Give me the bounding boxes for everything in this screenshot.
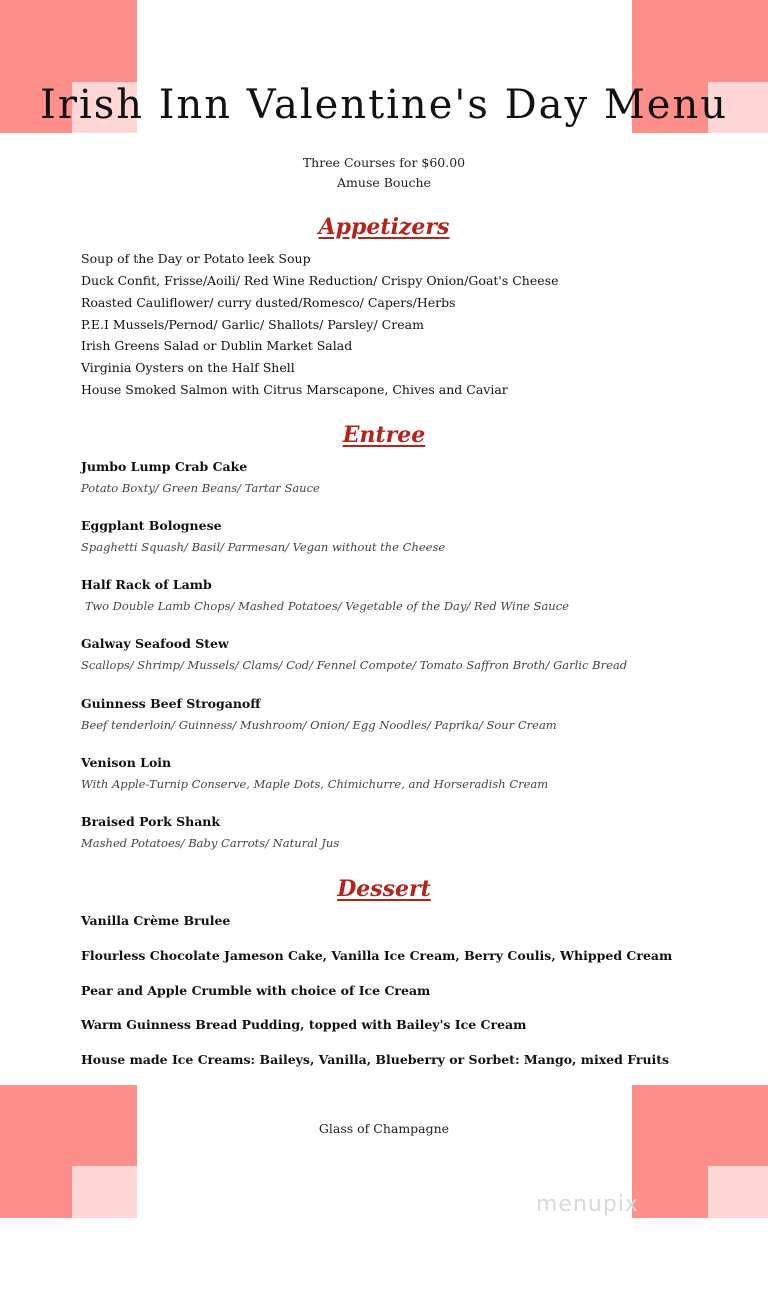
appetizer-item: Virginia Oysters on the Half Shell <box>81 360 295 375</box>
corner-bottom-left-inner <box>72 1166 137 1218</box>
appetizer-item: Roasted Cauliflower/ curry dusted/Romesco/ Capers/Herbs <box>81 295 456 310</box>
amuse-line: Amuse Bouche <box>337 175 431 190</box>
dessert-item: House made Ice Creams: Baileys, Vanilla, Blueberry or Sorbet: Mango, mixed Fruits <box>81 1052 670 1067</box>
entree-name: Half Rack of Lamb <box>81 577 212 592</box>
appetizer-item: Irish Greens Salad or Dublin Market Salad <box>81 338 353 353</box>
appetizers-heading: Appetizers <box>318 214 450 240</box>
dessert-item: Flourless Chocolate Jameson Cake, Vanilla Ice Cream, Berry Coulis, Whipped Cream <box>81 948 673 963</box>
appetizer-item: Duck Confit, Frisse/Aoili/ Red Wine Reduction/ Crispy Onion/Goat's Cheese <box>81 273 559 288</box>
entree-name: Jumbo Lump Crab Cake <box>81 459 248 474</box>
entree-name: Galway Seafood Stew <box>81 636 229 651</box>
entree-name: Eggplant Bolognese <box>81 518 222 533</box>
entree-desc: Scallops/ Shrimp/ Mussels/ Clams/ Cod/ Fennel Compote/ Tomato Saffron Broth/ Garlic Bread <box>81 658 628 672</box>
watermark: menupix <box>536 1192 639 1217</box>
price-line: Three Courses for $60.00 <box>302 155 466 170</box>
corner-bottom-right-inner <box>708 1166 768 1218</box>
entree-desc: Potato Boxty/ Green Beans/ Tartar Sauce <box>81 481 320 495</box>
menu-title: Irish Inn Valentine's Day Menu <box>40 82 728 128</box>
entree-desc: Two Double Lamb Chops/ Mashed Potatoes/ Vegetable of the Day/ Red Wine Sauce <box>85 599 569 613</box>
entree-desc: With Apple-Turnip Conserve, Maple Dots, Chimichurre, and Horseradish Cream <box>81 777 549 791</box>
entree-desc: Spaghetti Squash/ Basil/ Parmesan/ Vegan without the Cheese <box>81 540 446 554</box>
appetizer-item: Soup of the Day or Potato leek Soup <box>81 251 311 266</box>
dessert-item: Warm Guinness Bread Pudding, topped with Bailey's Ice Cream <box>81 1017 527 1032</box>
appetizer-item: House Smoked Salmon with Citrus Marscapone, Chives and Caviar <box>81 382 508 397</box>
entree-heading: Entree <box>342 422 426 448</box>
appetizer-item: P.E.I Mussels/Pernod/ Garlic/ Shallots/ Parsley/ Cream <box>81 317 424 332</box>
dessert-item: Vanilla Crème Brulee <box>81 913 231 928</box>
entree-desc: Mashed Potatoes/ Baby Carrots/ Natural Jus <box>81 836 340 850</box>
entree-name: Braised Pork Shank <box>81 814 221 829</box>
entree-name: Guinness Beef Stroganoff <box>81 696 261 711</box>
dessert-item: Pear and Apple Crumble with choice of Ice Cream <box>81 983 431 998</box>
entree-desc: Beef tenderloin/ Guinness/ Mushroom/ Onion/ Egg Noodles/ Paprika/ Sour Cream <box>81 718 557 732</box>
champagne-line: Glass of Champagne <box>318 1121 450 1136</box>
entree-name: Venison Loin <box>81 755 172 770</box>
dessert-heading: Dessert <box>337 876 431 902</box>
